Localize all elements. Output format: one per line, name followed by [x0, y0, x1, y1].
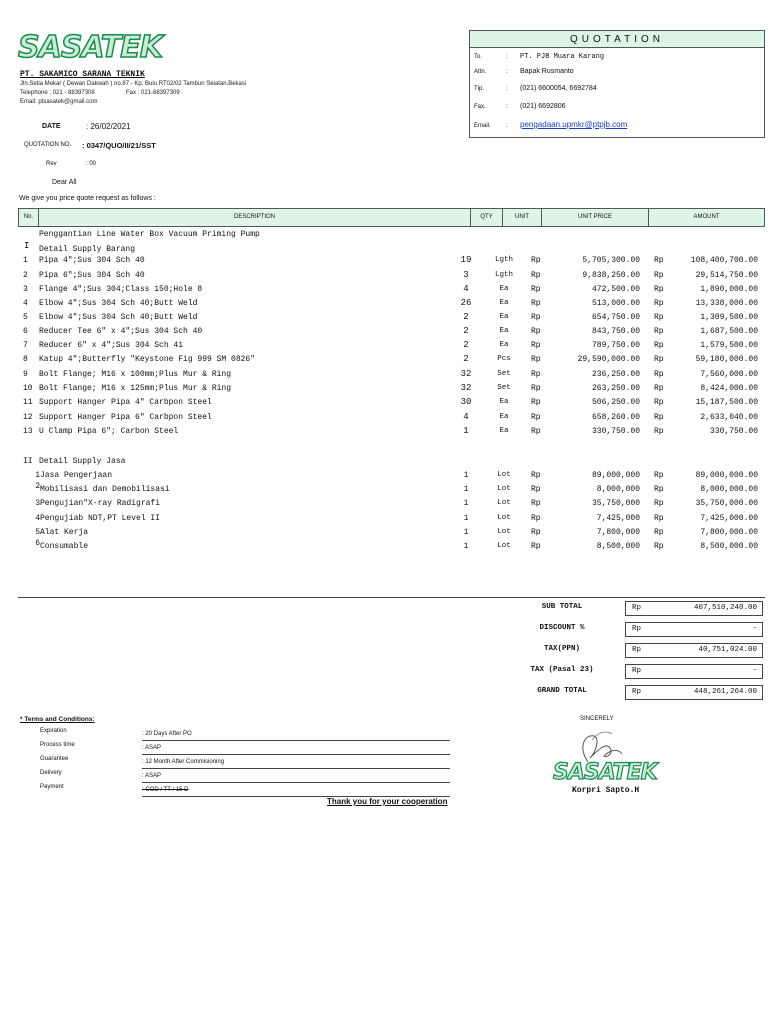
header-no: No.: [19, 209, 39, 226]
item-qty: 4: [463, 412, 469, 422]
service-amount-currency: Rp: [654, 514, 664, 523]
item-unit: Ea: [499, 313, 509, 321]
item-amount-currency: Rp: [654, 355, 664, 364]
item-unit-price: 5,705,300.00: [582, 256, 640, 265]
item-amount-currency: Rp: [654, 299, 664, 308]
item-currency: Rp: [531, 299, 541, 308]
item-description: Reducer 6" x 4";Sus 304 Sch 41: [39, 341, 184, 350]
service-amount: 35,750,000.00: [695, 499, 758, 508]
quotation-no-value: : 0347/QUO/II/21/SST: [82, 141, 156, 150]
item-unit-price: 330,750.00: [591, 427, 640, 436]
quotation-attn-row: [474, 68, 574, 75]
service-amount-currency: Rp: [654, 499, 664, 508]
term-label: Guarantee: [40, 756, 69, 762]
colon: :: [506, 53, 508, 60]
item-unit: Set: [497, 370, 511, 378]
item-amount: 1,579,500.00: [700, 341, 758, 350]
term-value: : 12 Month After Commisioning: [142, 759, 450, 769]
item-unit-price: 513,000.00: [591, 299, 640, 308]
total-currency: Rp: [632, 625, 642, 633]
total-label: SUB TOTAL: [541, 603, 583, 611]
item-amount: 13,338,000.00: [695, 299, 758, 308]
item-number: 12: [23, 413, 33, 422]
service-unit-price: 89,000,000: [591, 471, 640, 480]
table-row: [18, 256, 765, 270]
item-currency: Rp: [531, 285, 541, 294]
item-amount-currency: Rp: [654, 398, 664, 407]
item-currency: Rp: [531, 313, 541, 322]
service-number: 3: [35, 499, 40, 508]
item-currency: Rp: [531, 413, 541, 422]
service-qty: 1: [463, 499, 469, 508]
service-currency: Rp: [531, 471, 541, 480]
email-link[interactable]: pengadaan.upmkr@ptpjb.com: [520, 120, 628, 129]
service-qty: 1: [463, 485, 469, 494]
to-label: To.: [474, 54, 483, 60]
item-number: 4: [23, 299, 28, 308]
item-unit: Ea: [499, 413, 509, 421]
date-value: : 26/02/2021: [86, 122, 131, 131]
item-qty: 2: [463, 312, 469, 322]
fax-value: (021) 6692806: [520, 103, 566, 110]
item-qty: 2: [463, 326, 469, 336]
colon: :: [506, 85, 508, 92]
service-currency: Rp: [531, 485, 541, 494]
total-currency: Rp: [632, 604, 642, 612]
item-unit: Ea: [499, 341, 509, 349]
item-unit-price: 658,260.00: [591, 413, 640, 422]
item-amount-currency: Rp: [654, 427, 664, 436]
term-label: Process time: [40, 742, 75, 748]
service-description: Pengujian"X-ray Radigrafi: [40, 499, 161, 508]
item-number: 1: [23, 256, 28, 265]
tlp-label: Tlp.: [474, 86, 485, 92]
service-unit: Lot: [497, 528, 511, 536]
service-unit: Lot: [497, 471, 511, 479]
signature-logo: SASATEK: [553, 760, 657, 785]
item-qty: 3: [463, 270, 469, 280]
item-amount-currency: Rp: [654, 327, 664, 336]
item-number: 6: [23, 327, 28, 336]
intro-text: We give you price quote request as follows :: [19, 195, 156, 202]
service-currency: Rp: [531, 499, 541, 508]
service-description: Mobilisasi dan Demobilisasi: [40, 485, 170, 494]
item-number: 10: [23, 384, 33, 393]
quotation-no-label: QUOTATION NO.: [24, 142, 72, 148]
quotation-title: QUOTATION: [470, 31, 764, 48]
item-amount: 2,633,040.00: [700, 413, 758, 422]
item-unit-price: 472,500.00: [591, 285, 640, 294]
item-unit: Ea: [499, 285, 509, 293]
company-fax: Fax : 021-88397309: [126, 90, 180, 96]
item-description: Pipa 6";Sus 304 Sch 40: [39, 271, 145, 280]
item-description: Support Hanger Pipa 4" Carbpon Steel: [39, 398, 212, 407]
item-description: Elbow 4";Sus 304 Sch 40;Butt Weld: [39, 299, 198, 308]
quotation-box: [469, 30, 765, 138]
item-currency: Rp: [531, 341, 541, 350]
service-currency: Rp: [531, 528, 541, 537]
item-currency: Rp: [531, 384, 541, 393]
item-qty: 30: [460, 397, 472, 407]
item-unit-price: 263,250.00: [591, 384, 640, 393]
table-row: [18, 285, 765, 299]
service-unit-price: 7,800,000: [596, 528, 640, 537]
attn-value: Bapak Rusmanto: [520, 68, 574, 75]
totals-divider: [18, 597, 765, 598]
colon: :: [506, 68, 508, 75]
item-qty: 32: [460, 369, 472, 379]
quotation-fax-row: [474, 103, 566, 110]
item-number: 13: [23, 427, 33, 436]
item-currency: Rp: [531, 271, 541, 280]
items-table-header: [18, 208, 765, 227]
item-qty: 19: [460, 255, 472, 265]
table-row: [18, 327, 765, 341]
item-unit-price: 29,590,000.00: [577, 355, 640, 364]
table-row: [18, 313, 765, 327]
service-number: 1: [35, 471, 40, 480]
service-unit-price: 35,750,000: [591, 499, 640, 508]
item-description: Katup 4";Butterfly "Keystone Fig 999 SM 0826": [39, 355, 256, 364]
rev-label: Rev: [46, 161, 57, 167]
table-row: [18, 384, 765, 398]
item-currency: Rp: [531, 398, 541, 407]
service-amount: 8,500,000.00: [700, 542, 758, 551]
service-qty: 1: [463, 514, 469, 523]
item-unit-price: 236,250.00: [591, 370, 640, 379]
service-unit-price: 8,000,000: [596, 485, 640, 494]
total-currency: Rp: [632, 667, 642, 675]
service-unit: Lot: [497, 499, 511, 507]
table-row: [18, 398, 765, 412]
company-address: Jln.Setia Mekar ( Dewan Dakwah ) no.87 - Kp. Bulu RT02/02 Tambun Selatan.Bekasi: [20, 81, 247, 87]
service-description: Alat Kerja: [40, 528, 89, 537]
service-qty: 1: [463, 542, 469, 551]
total-value: 448,261,264.00: [693, 688, 757, 696]
table-row: [18, 539, 765, 556]
item-amount: 7,560,000.00: [700, 370, 758, 379]
item-amount: 1,687,500.00: [700, 327, 758, 336]
section-1-title: Detail Supply Barang: [39, 245, 136, 254]
company-email: Email: ptsasatek@gmail.com: [20, 99, 98, 105]
item-currency: Rp: [531, 256, 541, 265]
item-unit: Ea: [499, 427, 509, 435]
item-description: Reducer Tee 6" x 4";Sus 304 Sch 40: [39, 327, 203, 336]
item-amount-currency: Rp: [654, 285, 664, 294]
item-unit: Set: [497, 384, 511, 392]
quotation-tlp-row: [474, 85, 597, 92]
table-row: [18, 482, 765, 499]
item-qty: 4: [463, 284, 469, 294]
table-row: [18, 271, 765, 285]
item-amount: 59,180,000.00: [695, 355, 758, 364]
item-unit-price: 506,250.00: [591, 398, 640, 407]
header-description: DESCRIPTION: [39, 209, 471, 226]
item-currency: Rp: [531, 355, 541, 364]
header-amount: AMOUNT: [693, 214, 720, 220]
term-value: : ASAP: [142, 745, 450, 755]
company-name: PT. SAKAMICO SARANA TEKNIK: [20, 70, 145, 79]
item-amount: 108,400,700.00: [690, 256, 758, 265]
attn-label: Attn.: [474, 69, 487, 75]
item-number: 5: [23, 313, 28, 322]
item-description: Support Hanger Pipa 6" Carbpon Steel: [39, 413, 212, 422]
service-amount-currency: Rp: [654, 471, 664, 480]
item-qty: 1: [463, 426, 469, 436]
header-unit: UNIT: [503, 209, 542, 226]
total-value-box: [625, 601, 763, 616]
table-row: [18, 471, 765, 485]
item-number: 2: [23, 271, 28, 280]
table-row: [18, 499, 765, 513]
thank-you-text: Thank you for your cooperation: [327, 797, 448, 806]
greeting: Dear All: [52, 179, 77, 186]
section-2-title: Detail Supply Jasa: [39, 457, 126, 466]
item-unit: Lgth: [494, 256, 513, 264]
section-1-number: I: [24, 241, 30, 251]
table-row: [18, 514, 765, 528]
term-label: Expiration: [40, 728, 67, 734]
item-number: 9: [23, 370, 28, 379]
quotation-email-row: [474, 120, 627, 129]
total-value-box: [625, 664, 763, 679]
service-description: Pengujiab NDT,PT Level II: [40, 514, 161, 523]
date-label: DATE: [42, 123, 61, 130]
service-description: Consumable: [40, 542, 89, 551]
table-row: [18, 299, 765, 313]
colon: :: [506, 103, 508, 110]
email-label: Email.: [474, 123, 491, 129]
item-description: Bolt Flange; M16 x 100mm;Plus Mur & Ring: [39, 370, 232, 379]
service-unit: Lot: [497, 485, 511, 493]
item-unit: Ea: [499, 299, 509, 307]
total-currency: Rp: [632, 688, 642, 696]
service-amount: 7,425,000.00: [700, 514, 758, 523]
item-currency: Rp: [531, 370, 541, 379]
item-amount: 15,187,500.00: [695, 398, 758, 407]
total-value: 407,510,240.00: [693, 604, 757, 612]
term-label: Delivery: [40, 770, 62, 776]
to-value: PT. PJB Muara Karang: [520, 53, 605, 61]
item-amount-currency: Rp: [654, 341, 664, 350]
total-value-box: [625, 622, 763, 637]
item-qty: 2: [463, 340, 469, 350]
item-amount: 8,424,000.00: [700, 384, 758, 393]
table-row: [18, 528, 765, 542]
quotation-to-row: [474, 53, 604, 61]
item-amount-currency: Rp: [654, 413, 664, 422]
item-currency: Rp: [531, 427, 541, 436]
service-description: Jasa Pengerjaan: [40, 471, 113, 480]
item-number: 3: [23, 285, 28, 294]
total-currency: Rp: [632, 646, 642, 654]
item-amount-currency: Rp: [654, 256, 664, 265]
item-number: 7: [23, 341, 28, 350]
item-number: 11: [23, 398, 33, 407]
term-value: : 20 Days After PO: [142, 731, 450, 741]
total-value: -: [752, 625, 757, 633]
signatory-name: Korpri Sapto.H: [572, 786, 640, 795]
total-value: 40,751,024.00: [698, 646, 757, 654]
item-amount: 330,750.00: [709, 427, 758, 436]
item-currency: Rp: [531, 327, 541, 336]
service-qty: 1: [463, 471, 469, 480]
section-2-number: II: [23, 457, 33, 466]
item-qty: 26: [460, 298, 472, 308]
item-unit-price: 9,838,250.00: [582, 271, 640, 280]
item-amount: 29,514,750.00: [695, 271, 758, 280]
service-amount: 89,000,000.00: [695, 471, 758, 480]
table-row: [18, 413, 765, 427]
fax-label: Fax.: [474, 104, 486, 110]
service-unit: Lot: [497, 542, 511, 550]
item-qty: 2: [463, 354, 469, 364]
header-qty: QTY: [471, 209, 503, 226]
item-description: U Clamp Pipa 6"; Carbon Steel: [39, 427, 179, 436]
service-number: 2: [35, 482, 40, 491]
item-unit: Ea: [499, 398, 509, 406]
item-unit-price: 654,750.00: [591, 313, 640, 322]
table-row: [18, 427, 765, 441]
service-qty: 1: [463, 528, 469, 537]
item-unit: Pcs: [497, 355, 511, 363]
terms-title: * Terms and Conditions:: [20, 716, 95, 723]
item-amount-currency: Rp: [654, 370, 664, 379]
item-number: 8: [23, 355, 28, 364]
table-row: [18, 370, 765, 384]
item-unit: Lgth: [494, 271, 513, 279]
rev-value: : 00: [86, 161, 97, 167]
table-row: [18, 355, 765, 369]
service-unit: Lot: [497, 514, 511, 522]
service-number: 4: [35, 514, 40, 523]
item-unit: Ea: [499, 327, 509, 335]
colon: :: [506, 122, 508, 129]
total-label: DISCOUNT %: [539, 624, 585, 632]
service-currency: Rp: [531, 514, 541, 523]
company-telephone: Telephone : 021 - 88397308: [20, 90, 95, 96]
service-number: 6: [35, 539, 40, 548]
service-amount: 7,800,000.00: [700, 528, 758, 537]
item-description: Pipa 4";Sus 304 Sch 40: [39, 256, 145, 265]
company-logo: SASATEK: [18, 30, 162, 65]
service-unit-price: 8,500,000: [596, 542, 640, 551]
service-currency: Rp: [531, 542, 541, 551]
tlp-value: (021) 6600054, 6692784: [520, 85, 597, 92]
item-description: Elbow 4";Sus 304 Sch 40;Butt Weld: [39, 313, 198, 322]
sincerely-label: SINCERELY: [580, 716, 614, 722]
service-number: 5: [35, 528, 40, 537]
item-qty: 32: [460, 383, 472, 393]
project-title: Penggantian Line Water Box Vacuum Priming Pump: [39, 230, 260, 239]
term-value: : COD / TT / 15 D: [142, 787, 450, 797]
total-value-box: [625, 643, 763, 658]
service-unit-price: 7,425,000: [596, 514, 640, 523]
item-description: Bolt Flange; M16 x 125mm;Plus Mur & Ring: [39, 384, 232, 393]
term-value: : ASAP: [142, 773, 450, 783]
service-amount-currency: Rp: [654, 542, 664, 551]
total-value: -: [752, 667, 757, 675]
item-description: Flange 4";Sus 304;Class 150;Hole 8: [39, 285, 203, 294]
item-amount: 1,309,500.00: [700, 313, 758, 322]
service-amount-currency: Rp: [654, 485, 664, 494]
service-amount: 8,000,000.00: [700, 485, 758, 494]
item-amount: 1,890,000.00: [700, 285, 758, 294]
table-row: [18, 341, 765, 355]
item-amount-currency: Rp: [654, 313, 664, 322]
total-value-box: [625, 685, 763, 700]
term-label: Payment: [40, 784, 64, 790]
item-unit-price: 843,750.00: [591, 327, 640, 336]
header-unit-price: UNIT PRICE: [542, 209, 649, 226]
item-amount-currency: Rp: [654, 271, 664, 280]
item-amount-currency: Rp: [654, 384, 664, 393]
total-label: GRAND TOTAL: [537, 687, 587, 695]
service-amount-currency: Rp: [654, 528, 664, 537]
total-label: TAX (Pasal 23): [530, 666, 594, 674]
item-unit-price: 789,750.00: [591, 341, 640, 350]
total-label: TAX(PPN): [543, 645, 580, 653]
